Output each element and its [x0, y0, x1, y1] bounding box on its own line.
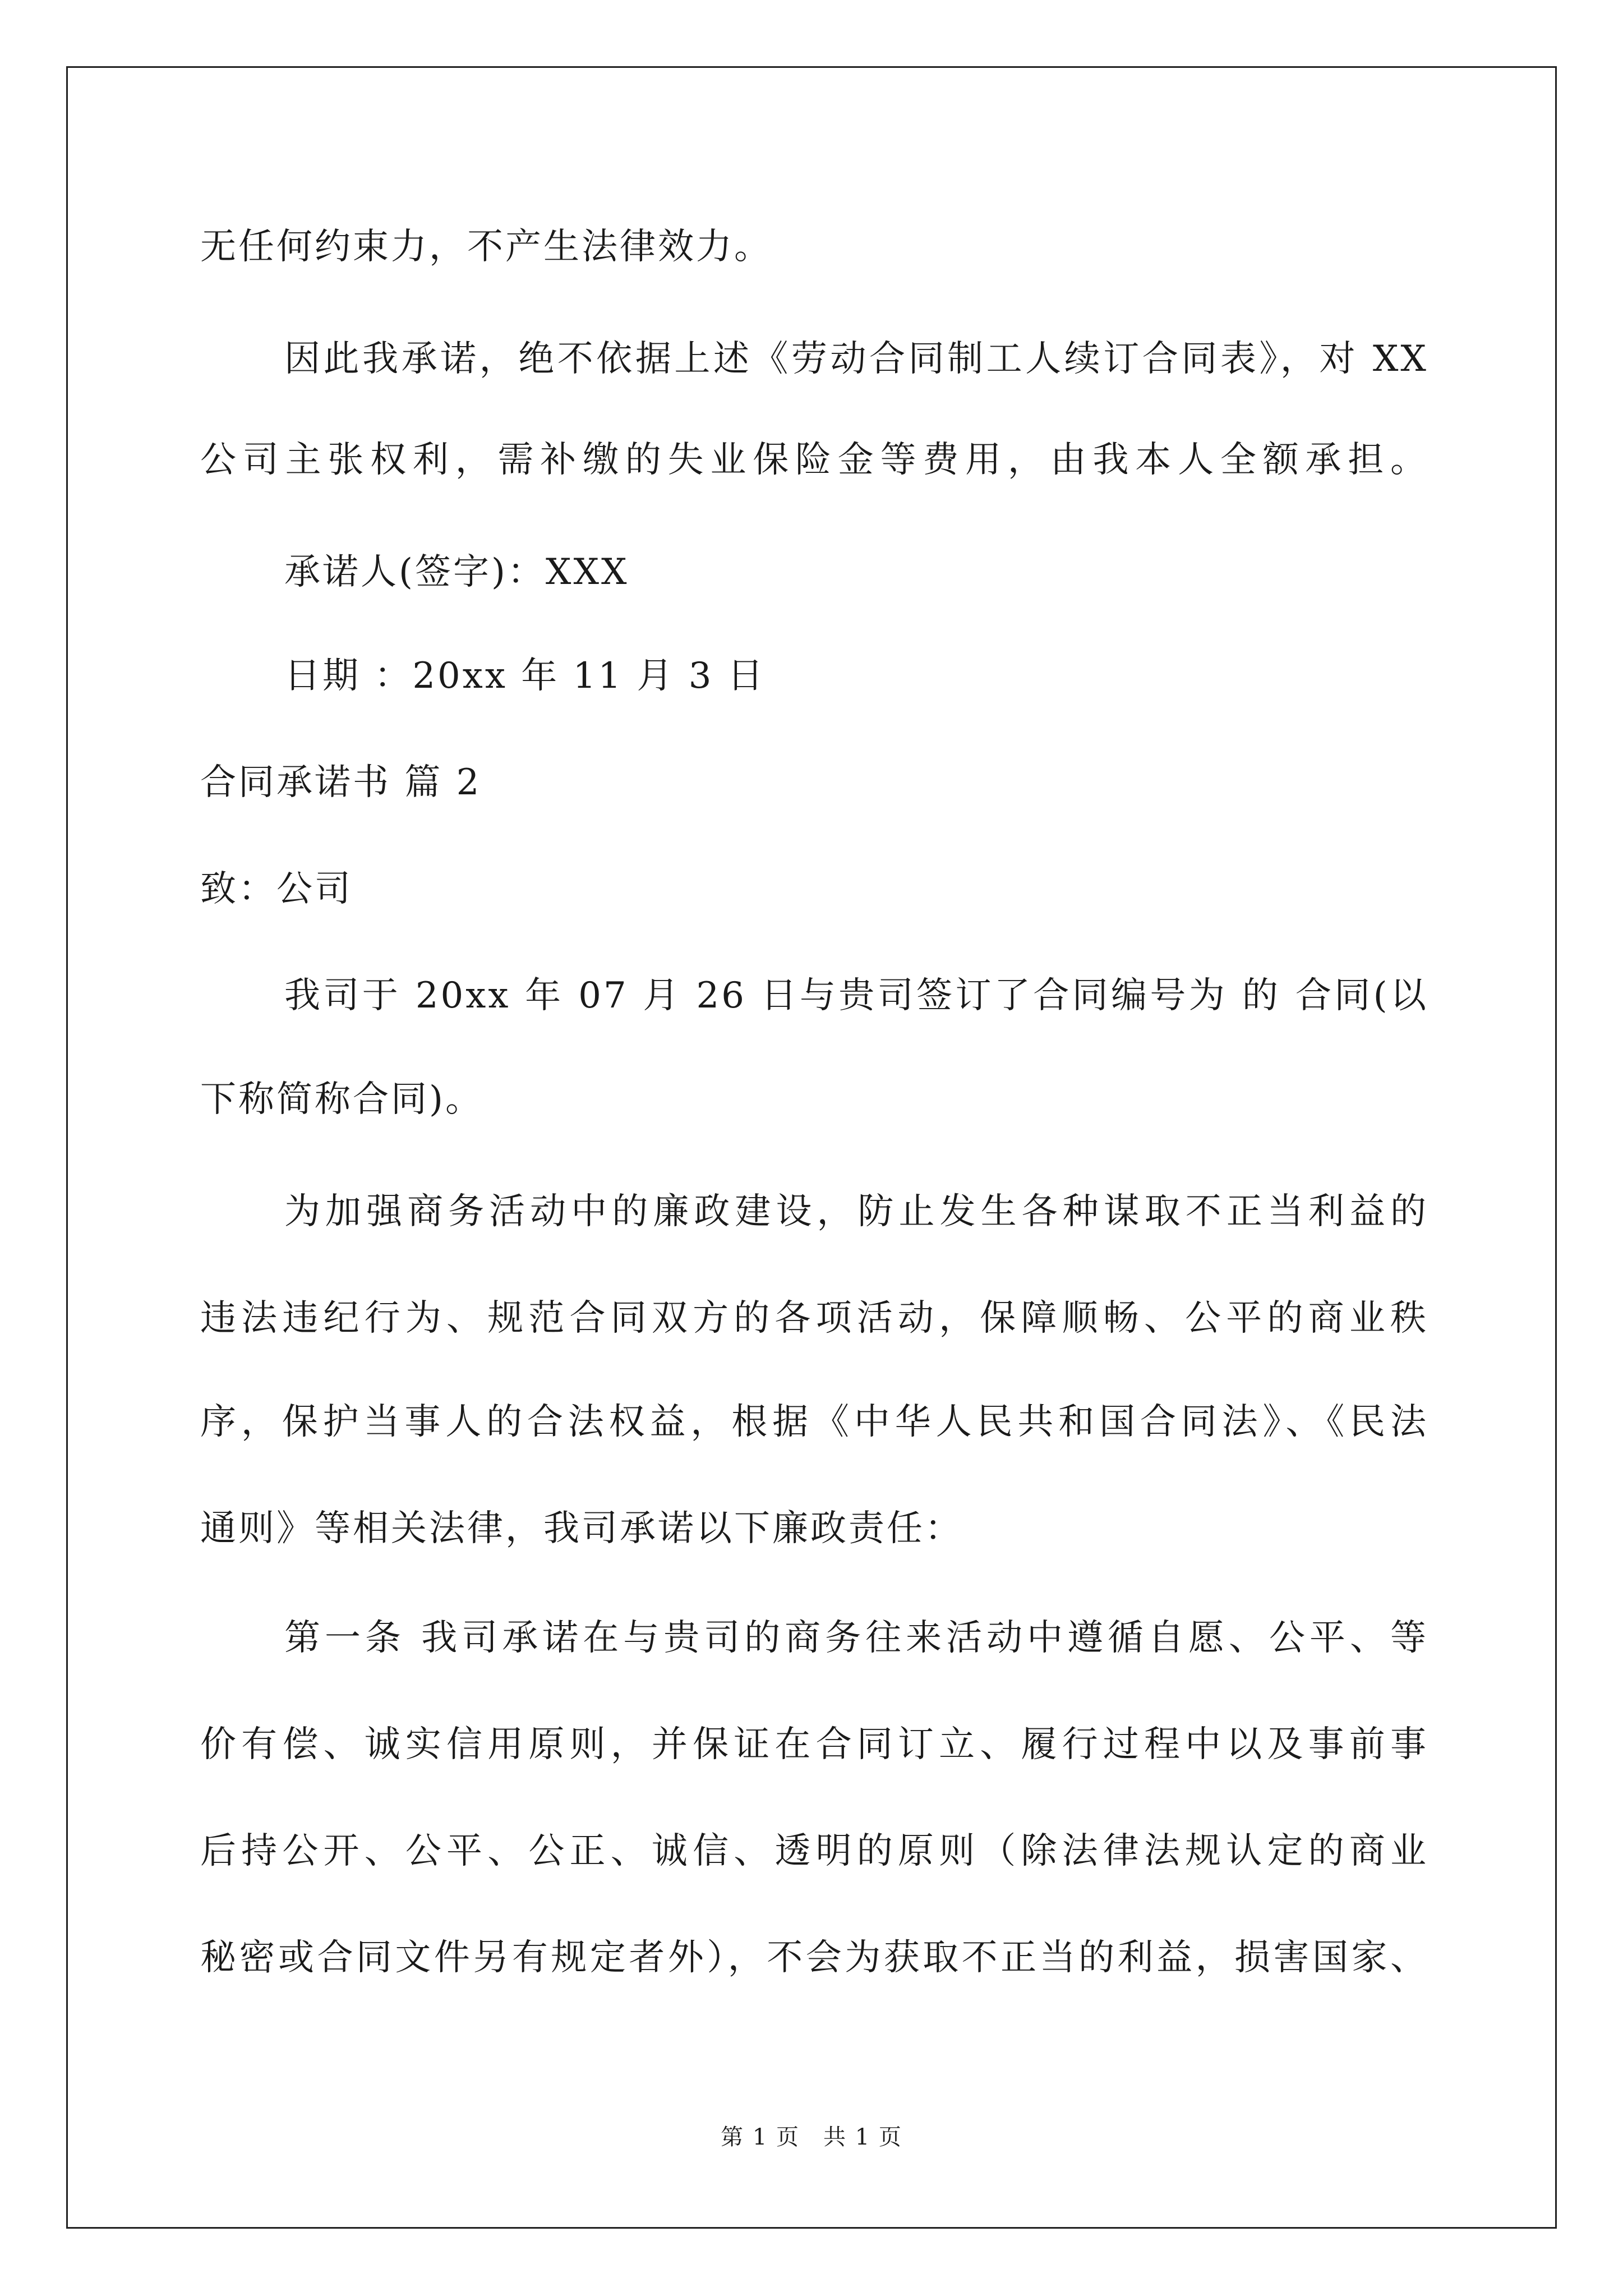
recipient-line: 致：公司 [200, 868, 353, 910]
paragraph-line: 为加强商务活动中的廉政建设，防止发生各种谋取不正当利益的 [284, 1191, 1428, 1232]
signatory-line: 承诺人(签字)：XXX [284, 551, 629, 593]
paragraph-line: 我司于 20xx 年 07 月 26 日与贵司签订了合同编号为 的 合同(以 [284, 975, 1428, 1016]
paragraph-line: 价有偿、诚实信用原则，并保证在合同订立、履行过程中以及事前事 [200, 1724, 1428, 1765]
section-heading: 合同承诺书 篇 2 [200, 762, 482, 803]
paragraph-line: 后持公开、公平、公正、诚信、透明的原则（除法律法规认定的商业 [200, 1830, 1428, 1872]
paragraph-line: 无任何约束力，不产生法律效力。 [200, 226, 772, 268]
paragraph-line: 序，保护当事人的合法权益，根据《中华人民共和国合同法》、《民法 [200, 1401, 1428, 1443]
paragraph-line: 因此我承诺，绝不依据上述《劳动合同制工人续订合同表》，对 XX [284, 338, 1428, 380]
paragraph-line: 下称简称合同)。 [200, 1079, 483, 1120]
paragraph-line: 第一条 我司承诺在与贵司的商务往来活动中遵循自愿、公平、等 [284, 1617, 1428, 1659]
paragraph-line: 违法违纪行为、规范合同双方的各项活动，保障顺畅、公平的商业秩 [200, 1297, 1428, 1339]
paragraph-line: 秘密或合同文件另有规定者外），不会为获取不正当的利益，损害国家、 [200, 1937, 1428, 1978]
date-line: 日期 ：20xx 年 11 月 3 日 [284, 655, 766, 697]
paragraph-line: 通则》等相关法律，我司承诺以下廉政责任： [200, 1508, 963, 1549]
page-number: 第 1 页 共 1 页 [721, 2124, 902, 2150]
page-border [66, 66, 1557, 2229]
paragraph-line: 公司主张权利，需补缴的失业保险金等费用，由我本人全额承担。 [200, 439, 1428, 481]
